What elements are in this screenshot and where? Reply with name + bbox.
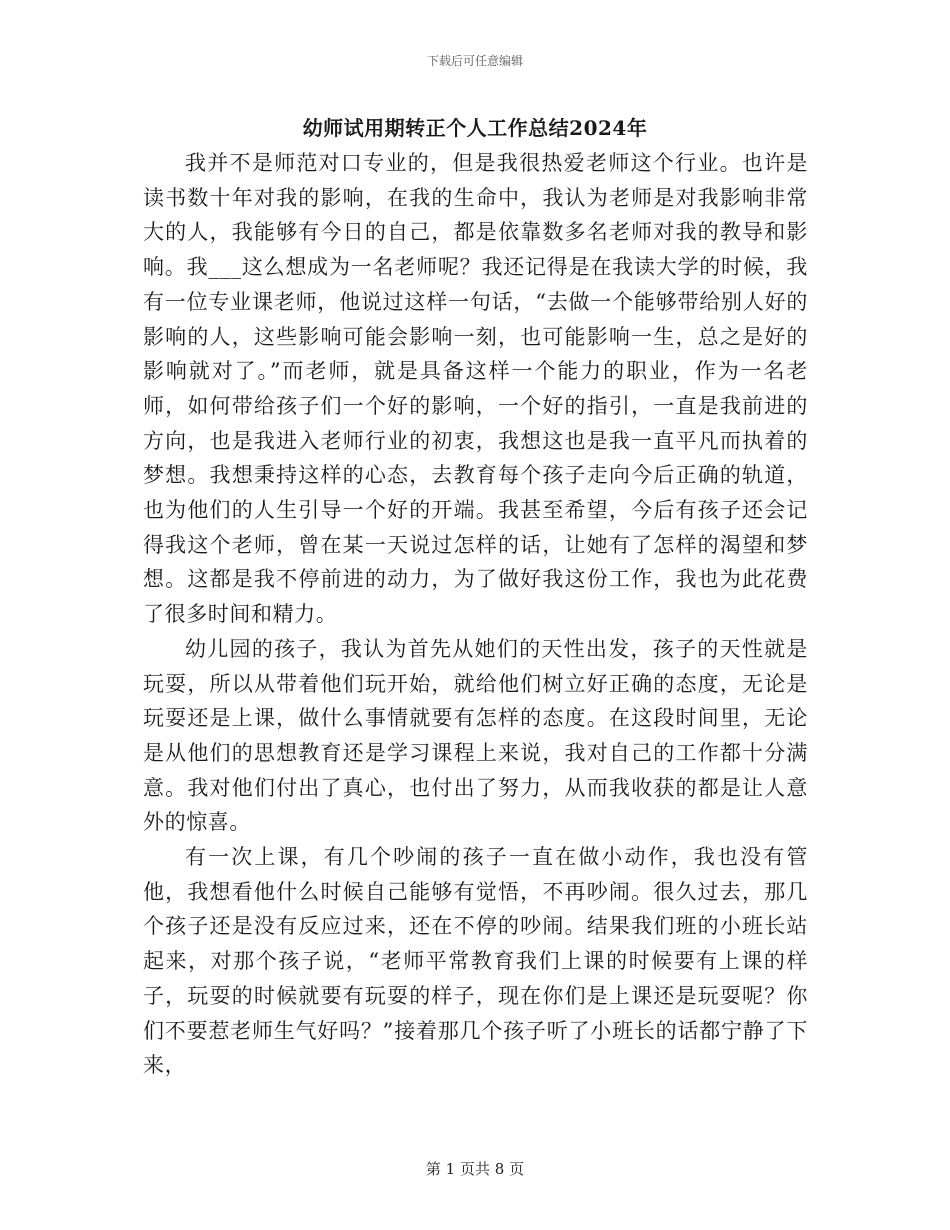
document-body <box>143 146 808 1083</box>
paragraph-3: 有一次上课，有几个吵闹的孩子一直在做小动作，我也没有管他，我想看他什么时候自己能够有觉悟，不再吵闹。很久过去，那几个孩子还是没有反应过来，还在不停的吵闹。结果我们班的小班长站起来，对那个孩子说，“老师平常教育我们上课的时候要有上课的样子，玩耍的时候就要有玩耍的样子，现在你们是上课还是玩耍呢？你们不要惹老师生气好吗？”接着那几个孩子听了小班长的话都宁静了下来， <box>143 845 808 1078</box>
paragraph-2: 幼儿园的孩子，我认为首先从她们的天性出发，孩子的天性就是玩耍，所以从带着他们玩开始，就给他们树立好正确的态度，无论是玩耍还是上课，做什么事情就要有怎样的态度。在这段时间里，无论是从他们的思想教育还是学习课程上来说，我对自己的工作都十分满意。我对他们付出了真心，也付出了努力，从而我收获的都是让人意外的惊喜。 <box>143 636 808 835</box>
page-header: 下载后可任意编辑 <box>426 54 523 68</box>
page-number-footer: 第 1 页共 8 页 <box>425 1160 525 1178</box>
paragraph-1: 我并不是师范对口专业的，但是我很热爱老师这个行业。也许是读书数十年对我的影响，在我的生命中，我认为老师是对我影响非常大的人，我能够有今日的自己，都是依靠数多名老师对我的教导和影响。我___这么想成为一名老师呢？我还记得是在我读大学的时候，我有一位专业课老师，他说过这样一句话，“去做一个能够带给别人好的影响的人，这些影响可能会影响一刻，也可能影响一生，总之是好的影响就对了。”而老师，就是具备这样一个能力的职业，作为一名老师，如何带给孩子们一个好的影响，一个好的指引，一直是我前进的方向，也是我进入老师行业的初衷，我想这也是我一直平凡而执着的梦想。我想秉持这样的心态，去教育每个孩子走向今后正确的轨道，也为他们的人生引导一个好的开端。我甚至希望，今后有孩子还会记得我这个老师，曾在某一天说过怎样的话，让她有了怎样的渴望和梦想。这都是我不停前进的动力，为了做好我这份工作，我也为此花费了很多时间和精力。 <box>143 151 808 627</box>
document-title: 幼师试用期转正个人工作总结2024年 <box>302 116 648 140</box>
